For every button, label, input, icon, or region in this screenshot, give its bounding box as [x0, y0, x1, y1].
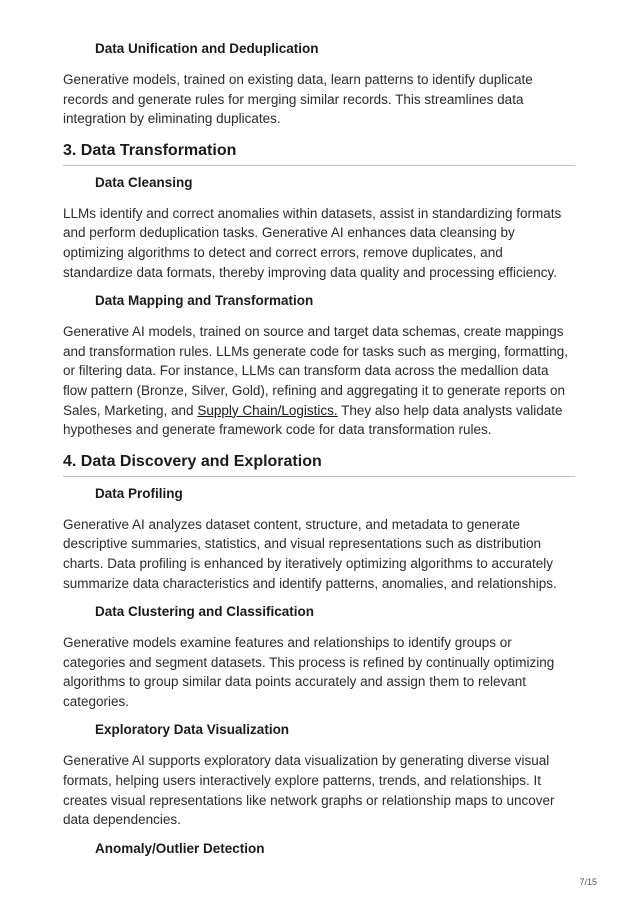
paragraph-data-cleansing: LLMs identify and correct anomalies within datasets, assist in standardizing formats and perform deduplication tasks. Generative AI enhances data cleansing by optimizing algorithms to detect and correct errors, remove duplicates, and standardize data formats, thereby improving data quality and processing efficiency. — [63, 205, 562, 280]
subheading-data-mapping: Data Mapping and Transformation — [95, 293, 314, 309]
subheading-data-profiling: Data Profiling — [95, 485, 183, 501]
subheading-data-clustering: Data Clustering and Classification — [95, 604, 315, 620]
paragraph-data-profiling: Generative AI analyzes dataset content, structure, and metadata to generate descriptive summaries, statistics, and visual representations such as distribution charts. Data profiling is enhanced by iteratively optimizing algorithms to accurately summarize data characteristics and identify patterns, anomalies, and relationships. — [63, 516, 557, 591]
subheading-data-cleansing: Data Cleansing — [95, 174, 193, 190]
paragraph-data-unification: Generative models, trained on existing data, learn patterns to identify duplicate records and generate rules for merging similar records. This streamlines data integration by eliminating duplicates. — [63, 72, 533, 127]
paragraph-exploratory-visualization: Generative AI supports exploratory data visualization by generating diverse visual formats, helping users interactively explore patterns, trends, and relationships. It creates visual representations like network graphs or relationship maps to uncover data dependencies. — [63, 753, 555, 828]
page-number: 7/15 — [579, 877, 597, 887]
section-heading-data-discovery: 4. Data Discovery and Exploration — [63, 452, 575, 477]
subheading-exploratory-visualization: Exploratory Data Visualization — [95, 722, 290, 738]
section-heading-data-transformation: 3. Data Transformation — [63, 141, 575, 166]
subheading-data-unification: Data Unification and Deduplication — [95, 41, 319, 56]
paragraph-data-mapping-text-start: Generative AI models, trained on source and target data schemas, create mappings and transformation rules. LLMs generate code for tasks such as merging, formatting, or filtering data. For instance, LLMs can transform data across the medallion data flow pattern (Bronze, Silver, Gold), refining and aggregating it to generate reports on Sales, Marketing, and — [63, 324, 568, 418]
paragraph-data-mapping — [63, 322, 575, 440]
supply-chain-link[interactable]: Supply Chain/Logistics. — [197, 402, 338, 418]
page-content — [63, 40, 575, 870]
paragraph-data-clustering: Generative models examine features and relationships to identify groups or categories and segment datasets. This process is refined by continually optimizing algorithms to group similar data points accurately and assign them to relevant categories. — [63, 635, 555, 709]
paragraph-data-mapping-text-end: They also help data analysts validate hypotheses and generate framework code for data transformation rules. — [63, 402, 563, 438]
subheading-anomaly-detection: Anomaly/Outlier Detection — [95, 840, 265, 856]
